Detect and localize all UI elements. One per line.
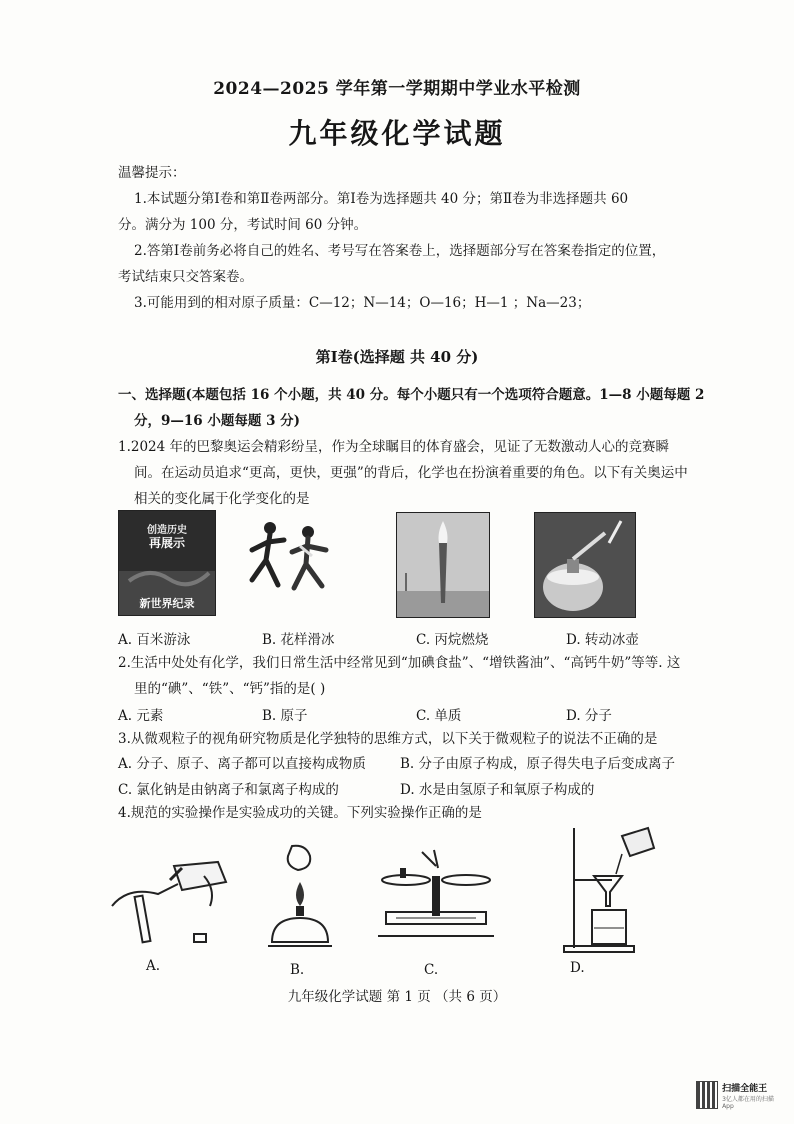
section-intro-b: 分，9—16 小题每题 3 分): [134, 413, 301, 429]
qr-code-icon: [696, 1081, 718, 1109]
scanner-slogan: 3亿人都在用的扫描App: [722, 1095, 774, 1110]
q2-line-b: 里的“碘”、“铁”、“钙”指的是( ): [134, 681, 326, 697]
q4-pic-b: [262, 842, 338, 960]
q1-pic-a: [118, 510, 216, 616]
q2-option-b: B. 原子: [262, 708, 308, 724]
q2-option-a: A. 元素: [118, 708, 164, 724]
notice-block: [118, 160, 718, 316]
question-1: [118, 434, 728, 512]
scanner-watermark: [696, 1080, 780, 1110]
notice-label: 温馨提示：: [118, 165, 186, 181]
q4-pic-c: [376, 846, 496, 950]
q1-pic-c: [396, 512, 490, 618]
torch-photo: [397, 513, 489, 617]
q4-label-b: B.: [290, 962, 305, 978]
pic-a-caption-3: 新世界纪录: [139, 597, 195, 610]
alcohol-lamp-illustration: [262, 842, 338, 956]
q4-pic-a: [108, 846, 240, 950]
q1-line-c: 相关的变化属于化学变化的是: [134, 491, 310, 507]
page-footer: 九年级化学试题 第 1 页 （共 6 页）: [287, 989, 507, 1005]
exam-title: 九年级化学试题: [288, 117, 506, 150]
skaters-illustration: [240, 510, 340, 614]
q1-option-b: B. 花样滑冰: [262, 632, 335, 648]
q3-option-a: A. 分子、原子、离子都可以直接构成物质: [118, 756, 366, 772]
section-title: 第Ⅰ卷(选择题 共 40 分): [315, 348, 479, 366]
q4-pic-d: [560, 826, 660, 960]
notice-item-3: 3.可能用到的相对原子质量：C—12；N—14；O—16；H—1 ；Na—23；: [134, 295, 591, 311]
q1-option-c: C. 丙烷燃烧: [416, 632, 489, 648]
scanner-brand: 扫描全能王: [722, 1083, 768, 1094]
q4-label-a: A.: [146, 958, 161, 974]
exam-name: 2024—2025 学年第一学期期中学业水平检测: [213, 79, 581, 99]
notice-item-2a: 2.答第Ⅰ卷前务必将自己的姓名、考号写在答案卷上，选择题部分写在答案卷指定的位置，: [134, 243, 666, 259]
q1-pic-b: [240, 510, 340, 614]
question-4: [118, 800, 728, 826]
q3-option-b: B. 分子由原子构成，原子得失电子后变成离子: [400, 756, 676, 772]
pouring-liquid-illustration: [108, 846, 240, 946]
q1-option-d: D. 转动冰壶: [566, 632, 639, 648]
notice-item-1a: 1.本试题分第Ⅰ卷和第Ⅱ卷两部分。第Ⅰ卷为选择题共 40 分；第Ⅱ卷为非选择题共 60: [134, 191, 629, 207]
notice-item-1b: 分。满分为 100 分，考试时间 60 分钟。: [118, 217, 368, 233]
q4-label-d: D.: [570, 960, 585, 976]
pic-a-caption-2: 再展示: [148, 536, 186, 550]
notice-item-2b: 考试结束只交答案卷。: [118, 269, 253, 285]
q3-option-c: C. 氯化钠是由钠离子和氯离子构成的: [118, 782, 339, 798]
q1-line-a: 1.2024 年的巴黎奥运会精彩纷呈，作为全球瞩目的体育盛会，见证了无数激动人心的竞赛瞬: [118, 439, 670, 455]
question-3: [118, 726, 738, 752]
balance-scale-illustration: [376, 846, 496, 946]
q2-option-c: C. 单质: [416, 708, 462, 724]
curling-stone-photo: [535, 513, 635, 617]
filtration-illustration: [560, 826, 660, 956]
q1-line-b: 间。在运动员追求“更高，更快，更强”的背后，化学也在扮演着重要的角色。以下有关奥运中: [134, 465, 688, 481]
question-2: [118, 650, 728, 702]
section-intro-a: 一、选择题(本题包括 16 个小题，共 40 分。每个小题只有一个选项符合题意。1—8 小题每题 2: [118, 387, 705, 403]
q1-pic-d: [534, 512, 636, 618]
q2-line-a: 2.生活中处处有化学，我们日常生活中经常见到“加碘食盐”、“增铁酱油”、“高钙牛奶”等等. 这: [118, 655, 681, 671]
q4-label-c: C.: [424, 962, 439, 978]
pic-a-caption-1: 创造历史: [147, 525, 187, 536]
q1-option-a: A. 百米游泳: [118, 632, 191, 648]
swimming-photo: [119, 511, 215, 615]
q4-line: 4.规范的实验操作是实验成功的关键。下列实验操作正确的是: [118, 805, 482, 821]
q2-option-d: D. 分子: [566, 708, 612, 724]
q3-option-d: D. 水是由氢原子和氧原子构成的: [400, 782, 595, 798]
q3-line: 3.从微观粒子的视角研究物质是化学独特的思维方式，以下关于微观粒子的说法不正确的是: [118, 731, 658, 747]
section-intro: [118, 382, 728, 434]
